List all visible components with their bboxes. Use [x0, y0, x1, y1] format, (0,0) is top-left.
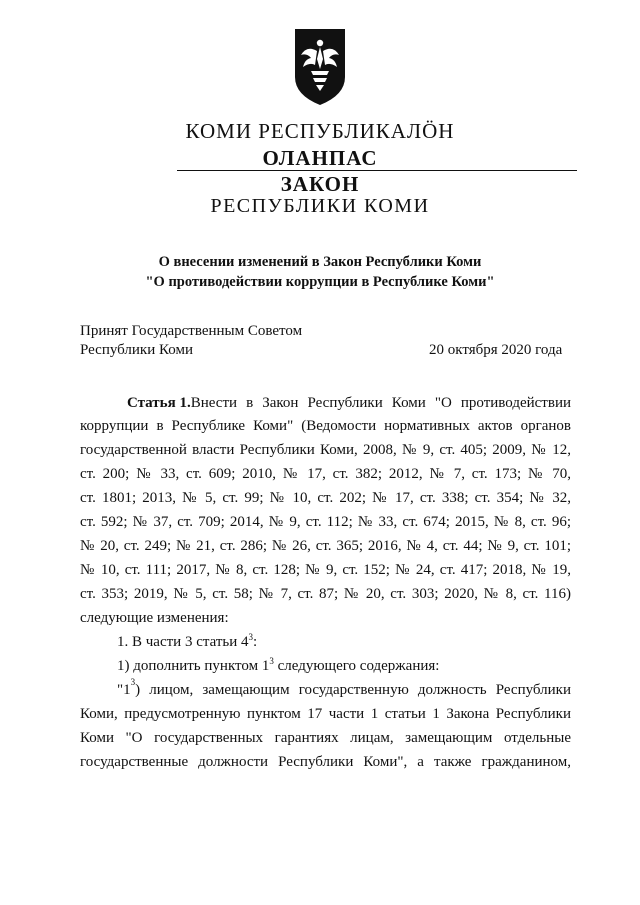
article-first-line — [127, 395, 571, 412]
item-1-text: 1. В части 3 статьи 4 — [117, 634, 249, 650]
article-line-6: ст. 592; № 37, ст. 709; 2014, № 9, ст. 112; № 33, ст. 674; 2015, № 8, ст. 96; — [80, 514, 571, 530]
quote-prefix: "1 — [117, 682, 131, 698]
quote-first-line — [117, 677, 571, 699]
header-line-respubliki: РЕСПУБЛИКИ КОМИ — [210, 195, 430, 217]
subitem-1-suffix: следующего содержания: — [273, 658, 440, 674]
article-line-3: государственной власти Республики Коми, 2008, № 9, ст. 405; 2009, № 12, — [80, 442, 571, 458]
document-title-line-1: О внесении изменений в Закон Республики Коми — [158, 254, 482, 270]
quote-line-3: Коми "О государственных гарантиях лицам, замещающим отдельные — [80, 730, 571, 746]
header-divider — [177, 170, 577, 171]
adopted-line-1: Принят Государственным Советом — [80, 323, 303, 339]
quote-sup: 3 — [130, 677, 136, 687]
article-label: Статья 1. — [127, 395, 191, 411]
document-title-line-2: "О противодействии коррупции в Республике Коми" — [145, 274, 495, 290]
article-line-1: Внести в Закон Республики Коми "О противодействии — [190, 395, 571, 411]
subitem-1 — [117, 658, 439, 675]
header-line-komi: КОМИ РЕСПУБЛИКАЛӦН — [185, 119, 455, 143]
article-line-2: коррупции в Республике Коми" (Ведомости нормативных актов органов — [80, 418, 571, 434]
article-line-8: № 10, ст. 111; 2017, № 8, ст. 128; № 9, ст. 152; № 24, ст. 417; 2018, № 19, — [80, 562, 571, 578]
adopted-date: 20 октября 2020 года — [429, 342, 563, 358]
subitem-1-sup: 3 — [269, 656, 274, 666]
article-line-4: ст. 200; № 33, ст. 609; 2010, № 17, ст. 382; 2012, № 7, ст. 173; № 70, — [80, 466, 571, 482]
header-line-olanpas: ОЛАНПАС — [262, 146, 378, 170]
item-1-suffix: : — [253, 634, 258, 650]
quote-line-1: ) лицом, замещающим государственную должность Республики — [135, 682, 571, 698]
coat-of-arms-emblem — [291, 25, 349, 107]
item-1 — [117, 634, 257, 651]
subitem-1-text: 1) дополнить пунктом 1 — [117, 658, 270, 674]
article-line-9: ст. 353; 2019, № 5, ст. 58; № 7, ст. 87; № 20, ст. 303; 2020, № 8, ст. 116) — [80, 586, 571, 602]
adopted-line-2: Республики Коми — [80, 342, 193, 358]
header-line-zakon: ЗАКОН — [280, 172, 360, 196]
article-line-7: № 20, ст. 249; № 21, ст. 286; № 26, ст. 365; 2016, № 4, ст. 44; № 9, ст. 101; — [80, 538, 571, 554]
article-line-5: ст. 1801; 2013, № 5, ст. 99; № 10, ст. 202; № 17, ст. 338; ст. 354; № 32, — [80, 490, 571, 506]
article-line-10: следующие изменения: — [80, 610, 229, 626]
quote-line-2: Коми, предусмотренную пунктом 17 части 1 статьи 1 Закона Республики — [80, 706, 571, 722]
quote-line-4: государственные должности Республики Коми", а также гражданином, — [80, 754, 571, 770]
item-1-sup: 3 — [248, 632, 254, 642]
